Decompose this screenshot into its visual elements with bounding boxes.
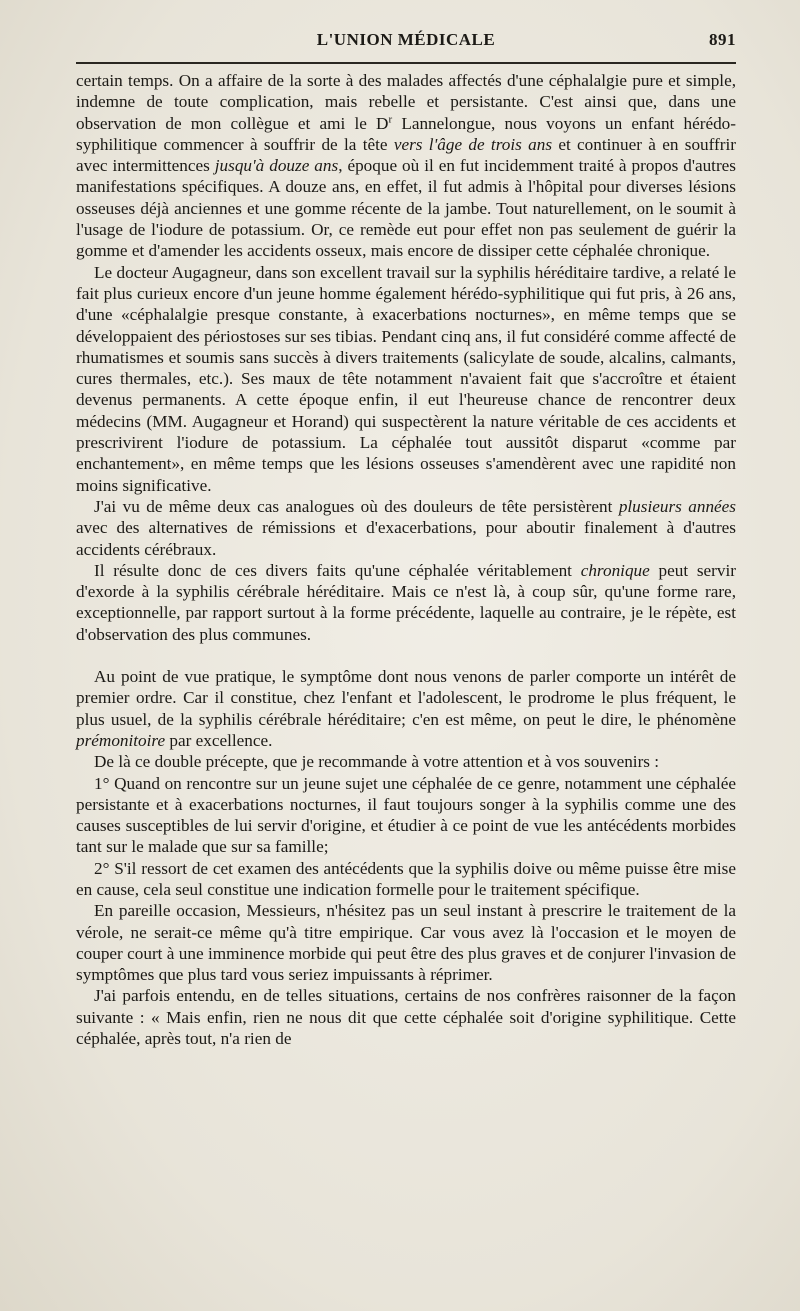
text-run: Il résulte donc de ces divers faits qu'une céphalée véritablement: [94, 560, 581, 580]
running-title: L'UNION MÉDICALE: [316, 30, 496, 49]
paragraph: [76, 985, 736, 1049]
text-run: J'ai vu de même deux cas analogues où des douleurs de tête persistèrent: [94, 496, 619, 516]
text-run: certain temps. On a affaire de la sorte à des malades affectés d'une céphalalgie pure et simple, indemne de toute complication, mais rebelle et persistante. C'est ainsi que, dans une observation de mon collègue et ami le D: [76, 71, 736, 133]
text-run: 1° Quand on rencontre sur un jeune sujet une céphalée de ce genre, notamment une céphalée persistante et à exacerbations nocturnes, il faut toujours songer à la syphilis comme une des causes susceptibles de lui servir d'origine, et étudier à ce point de vue les antécédents morbides tant sur le malade que sur sa famille;: [76, 773, 736, 857]
text-run: J'ai parfois entendu, en de telles situations, certains de nos confrères raisonner de la façon suivante : « Mais enfin, rien ne nous dit que cette céphalée soit d'origine syphilitique. Cette céphalée, après tout, n'a rien de: [76, 986, 736, 1049]
paragraph: [76, 666, 736, 751]
page-header: [76, 30, 736, 60]
text-run: peut servir d'exorde à la syphilis cérébrale héréditaire. Mais ce n'est là, à coup sûr, qu'une forme rare, exceptionnelle, par rapport surtout à la forme précédente, laquelle au contraire, je le répète, est d'observation des plus communes.: [76, 560, 736, 644]
text-run: Lannelongue, nous voyons un enfant hérédo-syphilitique commencer à souffrir de la tête: [76, 113, 737, 154]
text-run: Au point de vue pratique, le symptôme dont nous venons de parler comporte un intérêt de premier ordre. Car il constitue, chez l'enfant et l'adolescent, le prodrome le plus fréquent, le plus usuel, de la syphilis cérébrale héréditaire; c'en est même, on peut le dire, le phénomène: [76, 667, 736, 729]
paragraph: [76, 858, 736, 901]
text-run: par excellence.: [165, 730, 273, 750]
paragraph: [76, 496, 736, 560]
paragraph: [76, 262, 736, 496]
paragraph: [76, 560, 736, 645]
header-rule: [76, 62, 736, 64]
italic-text: plusieurs années: [618, 496, 736, 516]
text-run: et continuer à en souffrir avec intermittences: [76, 134, 736, 176]
italic-text: chronique: [580, 560, 650, 580]
paragraph: [76, 900, 736, 985]
text-run: En pareille occasion, Messieurs, n'hésitez pas un seul instant à prescrire le traitement de la vérole, ne serait-ce même qu'à titre empirique. Car vous avez là l'occasion et le moyen de couper court à une imminence morbide qui peut être des plus graves et de conjurer l'invasion de symptômes que plus tard vous seriez impuissants à réprimer.: [76, 901, 736, 985]
text-run: Le docteur Augagneur, dans son excellent travail sur la syphilis héréditaire tardive, a relaté le fait plus curieux encore d'un jeune homme également hérédo-syphilitique qui fut pris, à 26 ans, d'une «céphalalgie presque constante, à exacerbations nocturnes», en même temps que se développaient des périostoses sur ses tibias. Pendant cinq ans, il fut considéré comme affecté de rhumatismes et soumis sans succès à divers traitements (salicylate de soude, alcalins, calmants, cures thermales, etc.). Ses maux de tête notamment n'avaient fait que s'accroître et étaient devenus permanents. A cette époque enfin, il eut l'heureuse chance de rencontrer deux médecins (MM. Augagneur et Horand) qui suspectèrent la nature véritable de ces accidents et prescrivirent l'iodure de potassium. La céphalée tout aussitôt disparut «comme par enchantement», en même temps que les lésions osseuses s'amendèrent avec une rapidité non moins significative.: [76, 262, 736, 495]
superscript-text: r: [388, 112, 393, 125]
italic-text: jusqu'à douze ans: [214, 156, 339, 176]
page-number: 891: [709, 30, 736, 49]
italic-text: prémonitoire: [76, 730, 166, 750]
body-text: [76, 70, 736, 1049]
text-run: 2° S'il ressort de cet examen des antécédents que la syphilis doive ou même puisse être mise en cause, cela seul constitue une indication formelle pour le traitement spécifique.: [76, 858, 736, 899]
paragraph: [76, 773, 736, 858]
text-run: avec des alternatives de rémissions et d'exacerbations, pour aboutir finalement à d'autres accidents cérébraux.: [76, 518, 736, 559]
italic-text: vers l'âge de trois ans: [393, 134, 553, 154]
paragraph: [76, 70, 736, 262]
text-run: , époque où il en fut incidemment traité à propos d'autres manifestations spécifiques. A douze ans, en effet, il fut admis à l'hôpital pour diverses lésions osseuses déjà anciennes et une gomme récente de la jambe. Tout naturellement, on le soumit à l'usage de l'iodure de potassium. Or, ce remède eut pour effet non pas seulement de guérir la gomme et d'amender les accidents osseux, mais encore de dissiper cette céphalée chronique.: [76, 156, 736, 261]
text-run: De là ce double précepte, que je recommande à votre attention et à vos souvenirs :: [94, 752, 660, 772]
paragraph: [76, 751, 736, 772]
